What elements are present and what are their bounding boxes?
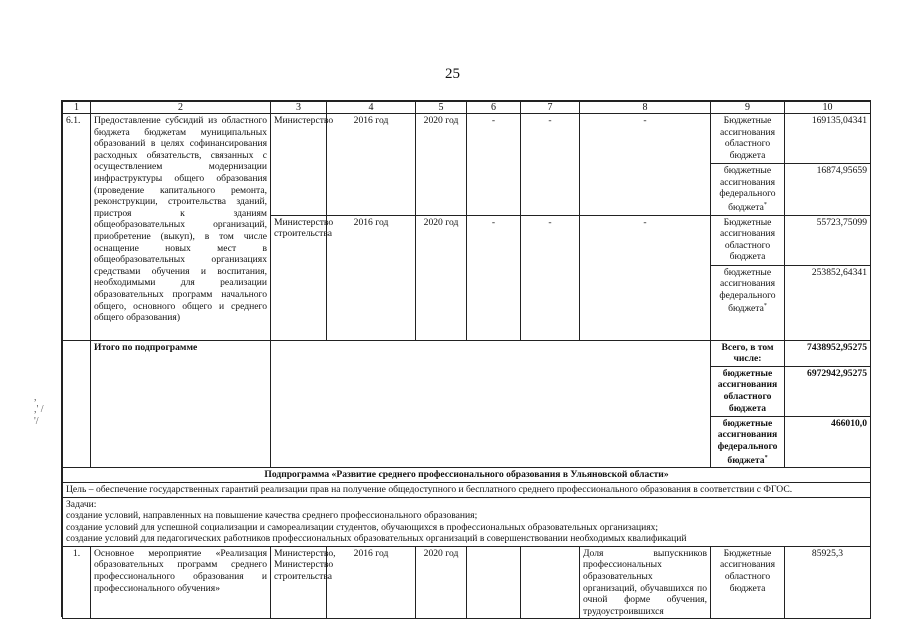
- empty-cell: [521, 546, 580, 619]
- row-executor: Министерство: [271, 114, 327, 216]
- subprogram-goal: Цель – обеспечение государственных гарантий реализации прав на получение общедоступного и бесплатного среднего профессионального образования в соответствии с ФГОС.: [63, 482, 871, 497]
- subprogram-goal-row: [63, 482, 871, 497]
- year-end: 2020 год: [416, 215, 467, 340]
- row-description: Предоставление субсидий из областного бюджета бюджетам муниципальных образований в целях софинансирования расходных обязательств, связанных с осуществлением модернизации инфраструктуры общего образования (проведение капитального ремонта, реконструкции, строительства зданий, пристроя к зданиям общеобразовательных организаций, приобретение (выкуп), в том числе оснащение новых мест в общеобразовательных организациях средствами обучения и воспитания, необходимыми для реализации образовательных программ начального общего, основного общего и среднего общего образования): [91, 114, 271, 341]
- cell-dash: -: [580, 114, 711, 216]
- col-header: 7: [521, 102, 580, 114]
- program-table: [62, 101, 871, 619]
- total-source: бюджетные ассигнования федерального бюджета*: [711, 416, 785, 468]
- funding-source: Бюджетные ассигнования областного бюджета: [711, 215, 785, 265]
- subprogram-title: Подпрограмма «Развитие среднего профессионального образования в Ульяновской области»: [63, 468, 871, 483]
- row-executor: Министерство, Министерство строительства: [271, 546, 327, 619]
- row-executor: Министерство строительства: [271, 215, 327, 340]
- table-row: [63, 114, 871, 164]
- year-start: 2016 год: [327, 114, 416, 216]
- cell-dash: -: [521, 215, 580, 340]
- col-header: 4: [327, 102, 416, 114]
- funding-amount: 55723,75099: [785, 215, 871, 265]
- empty-cell: [271, 340, 711, 468]
- empty-cell: [63, 340, 91, 468]
- col-header: 2: [91, 102, 271, 114]
- col-header: 5: [416, 102, 467, 114]
- page-number: 25: [445, 66, 460, 82]
- funding-amount: 85925,3: [785, 546, 871, 619]
- col-header: 3: [271, 102, 327, 114]
- col-header: 10: [785, 102, 871, 114]
- total-row: [63, 340, 871, 366]
- year-start: 2016 год: [327, 546, 416, 619]
- col-header: 9: [711, 102, 785, 114]
- subprogram-tasks: [63, 497, 871, 546]
- total-amount: 6972942,95275: [785, 366, 871, 416]
- total-label: Итого по подпрограмме: [91, 340, 271, 468]
- funding-source: бюджетные ассигнования федерального бюджета*: [711, 265, 785, 340]
- funding-source: Бюджетные ассигнования областного бюджета: [711, 114, 785, 164]
- row-description: Основное мероприятие «Реализация образовательных программ среднего профессионального образования и профессионального обучения»: [91, 546, 271, 619]
- year-end: 2020 год: [416, 114, 467, 216]
- total-source: бюджетные ассигнования областного бюджета: [711, 366, 785, 416]
- table-row: [63, 546, 871, 619]
- funding-amount: 16874,95659: [785, 164, 871, 216]
- total-source: Всего, в том числе:: [711, 340, 785, 366]
- funding-source: Бюджетные ассигнования областного бюджета: [711, 546, 785, 619]
- col-header: 8: [580, 102, 711, 114]
- col-header: 6: [467, 102, 521, 114]
- year-end: 2020 год: [416, 546, 467, 619]
- cell-dash: -: [467, 215, 521, 340]
- year-start: 2016 год: [327, 215, 416, 340]
- cell-dash: -: [580, 215, 711, 340]
- total-amount: 7438952,95275: [785, 340, 871, 366]
- row-number: 1.: [63, 546, 91, 619]
- program-table-frame: [61, 100, 871, 617]
- col-header: 1: [63, 102, 91, 114]
- funding-amount: 169135,04341: [785, 114, 871, 164]
- row-number: 6.1.: [63, 114, 91, 341]
- task-item: создание условий для успешной социализации и самореализации студентов, обучающихся в профессиональных образовательных организациях;: [66, 521, 659, 533]
- total-amount: 466010,0: [785, 416, 871, 468]
- row-indicator: Доля выпускников профессиональных образовательных организаций, обучавшихся по очной форме обучения, трудоустроившихся: [580, 546, 711, 619]
- subprogram-tasks-row: [63, 497, 871, 546]
- empty-cell: [467, 546, 521, 619]
- task-item: создание условий для педагогических работников профессиональных образовательных организаций в совершенствовании необходимых квалификаций: [66, 533, 687, 545]
- tasks-label: Задачи:: [66, 498, 97, 510]
- cell-dash: -: [521, 114, 580, 216]
- subprogram-title-row: [63, 468, 871, 483]
- task-item: создание условий, направленных на повышение качества среднего профессионального образования;: [66, 510, 478, 522]
- cell-dash: -: [467, 114, 521, 216]
- column-number-row: [63, 102, 871, 114]
- funding-source: бюджетные ассигнования федерального бюджета*: [711, 164, 785, 216]
- funding-amount: 253852,64341: [785, 265, 871, 340]
- margin-scribble: , ,' / '/: [34, 392, 44, 427]
